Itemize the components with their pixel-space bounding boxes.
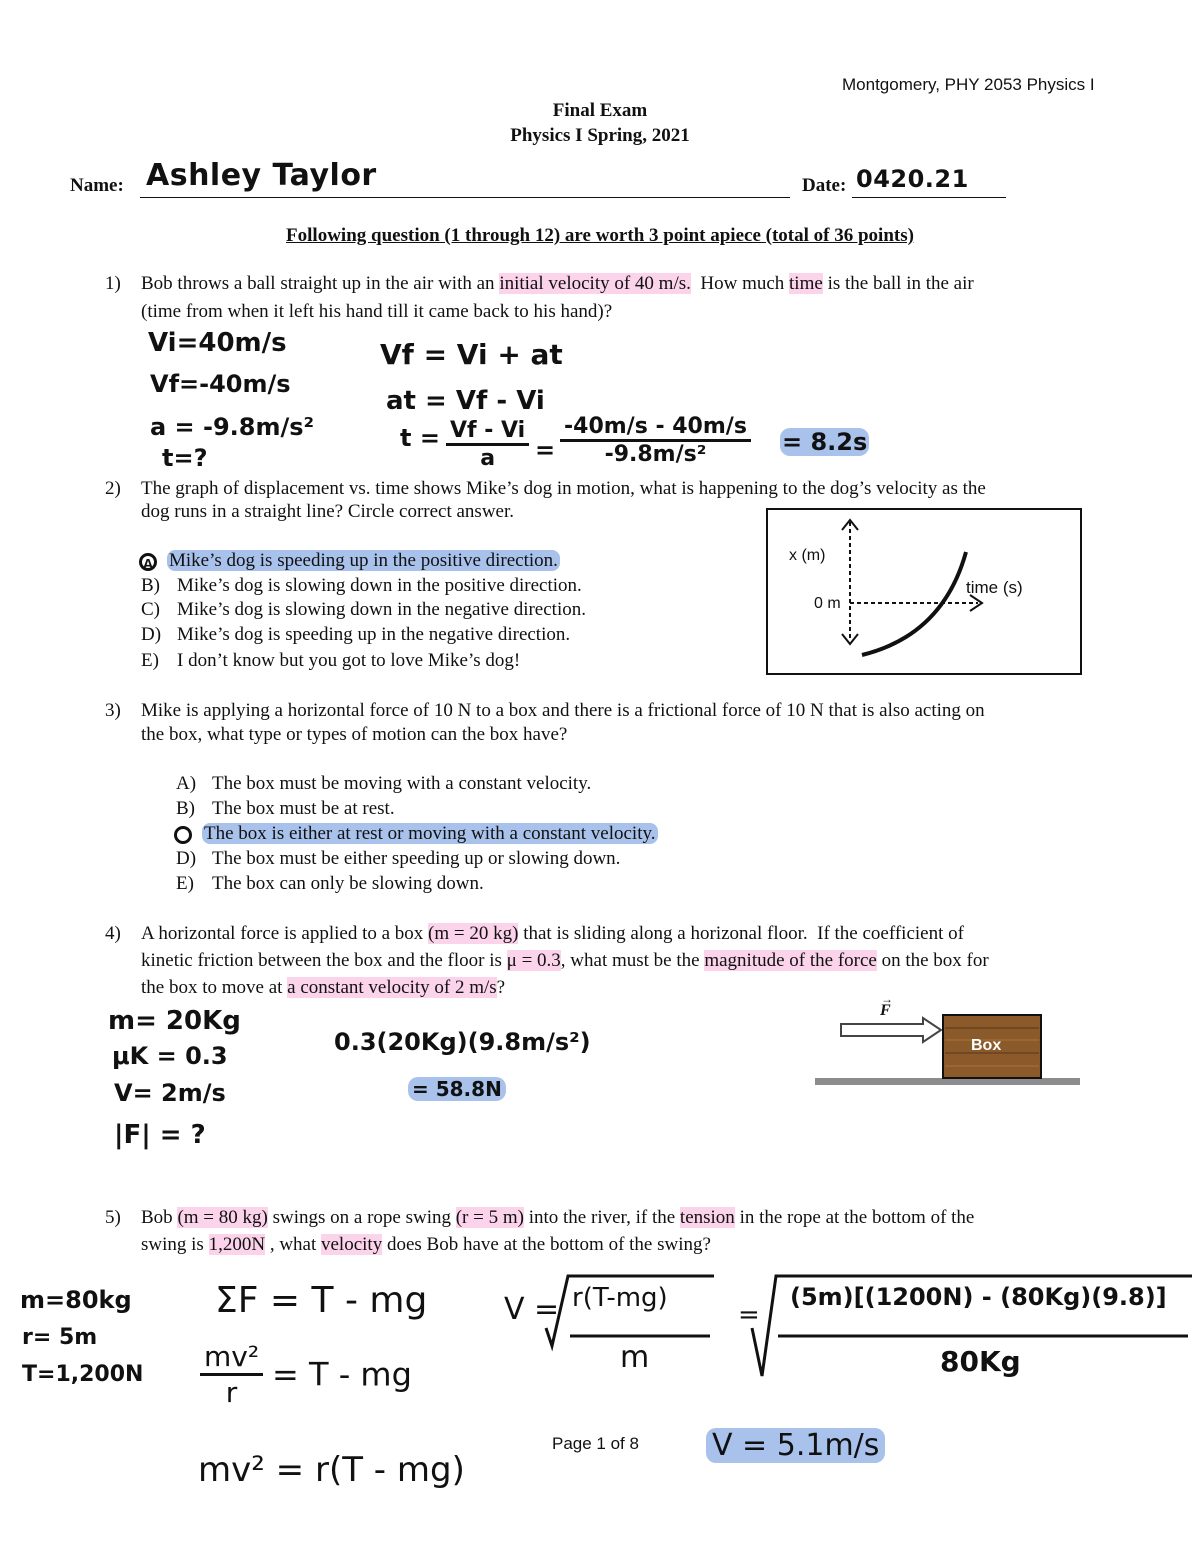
q5-text-line1 bbox=[105, 1207, 974, 1229]
q4-force-vector-mark: → bbox=[881, 992, 893, 1006]
q5-work-r: r= 5m bbox=[22, 1325, 98, 1350]
q1-work-eq3-frac2 bbox=[560, 414, 751, 467]
q5-work-eq2 bbox=[200, 1340, 412, 1409]
q2-option-b[interactable] bbox=[141, 575, 582, 597]
q2-line1: The graph of displacement vs. time shows Mike’s dog in motion, what is happening to the dog’s velocity as the bbox=[141, 478, 986, 499]
q2-option-e-letter: E) bbox=[141, 650, 159, 671]
q3-option-e-letter: E) bbox=[176, 873, 194, 894]
q5-eq2-den: r bbox=[225, 1376, 238, 1409]
q2-text-line1 bbox=[105, 478, 986, 500]
q3-option-d[interactable] bbox=[176, 848, 620, 870]
q4-figure-svg bbox=[815, 996, 1083, 1090]
q2-option-d-text: Mike’s dog is speeding up in the negative direction. bbox=[177, 624, 571, 645]
q3-option-d-text: The box must be either speeding up or slowing down. bbox=[212, 848, 621, 869]
date-label: Date: bbox=[802, 175, 847, 196]
q2-option-a-text: Mike’s dog is speeding up in the positive direction. bbox=[169, 550, 558, 571]
q5-l2c: does Bob have at the bottom of the swing? bbox=[382, 1234, 711, 1255]
q2-y-label: x (m) bbox=[789, 547, 826, 564]
q3-line1: Mike is applying a horizontal force of 10 N to a box and there is a frictional force of 10 N that is also acting on bbox=[141, 700, 985, 721]
q5-highlight-mass: (m = 80 kg) bbox=[177, 1207, 268, 1228]
q4-work-mu: μK = 0.3 bbox=[112, 1042, 228, 1070]
q5-highlight-tension: tension bbox=[679, 1207, 735, 1228]
q4-work-v: V= 2m/s bbox=[114, 1079, 226, 1107]
name-underline bbox=[140, 197, 790, 198]
q3-option-b-letter: B) bbox=[176, 798, 195, 819]
q5-eq2-num: mv² bbox=[200, 1340, 263, 1376]
q4-l3a: the box to move at bbox=[141, 977, 288, 998]
q4-answer-text: = 58.8N bbox=[408, 1077, 506, 1101]
q5-text-line2 bbox=[141, 1234, 711, 1256]
q1-work-a: a = -9.8m/s² bbox=[150, 413, 315, 441]
q3-text-line2: the box, what type or types of motion can the box have? bbox=[141, 724, 568, 745]
q3-option-c-text: The box is either at rest or moving with a constant velocity. bbox=[204, 823, 656, 844]
q5-l1b: swings on a rope swing bbox=[267, 1207, 456, 1228]
q3-option-c-circle bbox=[174, 826, 192, 844]
q5-l1c: into the river, if the bbox=[523, 1207, 680, 1228]
q5-sub-num: (5m)[(1200N) - (80Kg)(9.8)] bbox=[790, 1283, 1167, 1311]
q2-x-label: time (s) bbox=[966, 578, 1023, 597]
q2-number: 2) bbox=[105, 478, 121, 499]
q2-option-d[interactable] bbox=[141, 624, 570, 646]
q2-graph bbox=[766, 508, 1082, 675]
q1-work-eq1: Vf = Vi + at bbox=[380, 338, 563, 371]
q3-option-d-letter: D) bbox=[176, 848, 197, 869]
q4-highlight-mass: (m = 20 kg) bbox=[428, 923, 519, 944]
q5-highlight-velocity: velocity bbox=[321, 1234, 383, 1255]
q2-option-d-letter: D) bbox=[141, 624, 162, 645]
q5-highlight-radius: (r = 5 m) bbox=[455, 1207, 524, 1228]
q1-answer bbox=[780, 428, 869, 456]
q4-text-line3 bbox=[141, 977, 505, 999]
q4-figure bbox=[815, 992, 1083, 1090]
q5-answer bbox=[706, 1428, 885, 1463]
q2-option-a[interactable] bbox=[141, 550, 560, 572]
q1-number: 1) bbox=[105, 273, 121, 294]
q1-highlight-time: time bbox=[789, 273, 823, 294]
q3-number: 3) bbox=[105, 700, 121, 721]
q3-text-line1 bbox=[105, 700, 985, 722]
q1-work-vi: Vi=40m/s bbox=[148, 328, 287, 358]
q4-floor bbox=[815, 1078, 1080, 1085]
q2-option-c[interactable] bbox=[141, 599, 586, 621]
name-label: Name: bbox=[70, 175, 124, 196]
q5-v-den: m bbox=[620, 1340, 650, 1375]
q4-answer bbox=[408, 1077, 506, 1101]
q4-l1b: that is sliding along a horizonal floor. If the coefficient of bbox=[518, 923, 964, 944]
q4-box-label: Box bbox=[971, 1037, 1002, 1054]
q4-highlight-magnitude: magnitude of the force bbox=[704, 950, 877, 971]
q1-text-b: How much bbox=[690, 273, 790, 294]
exam-subtitle: Physics I Spring, 2021 bbox=[510, 125, 690, 146]
q1-frac2-den: -9.8m/s² bbox=[604, 442, 707, 467]
page-number: Page 1 of 8 bbox=[552, 1434, 639, 1453]
q4-l3b: ? bbox=[496, 977, 506, 998]
q3-option-a-letter: A) bbox=[176, 773, 197, 794]
q3-option-b-text: The box must be at rest. bbox=[212, 798, 395, 819]
q1-frac-num: Vf - Vi bbox=[446, 418, 529, 446]
q5-l2b: , what bbox=[265, 1234, 321, 1255]
q3-option-a[interactable] bbox=[176, 773, 591, 795]
q5-l2a: swing is bbox=[141, 1234, 209, 1255]
q2-option-c-letter: C) bbox=[141, 599, 160, 620]
q4-force-label: F bbox=[880, 1002, 891, 1019]
q4-l2a: kinetic friction between the box and the floor is bbox=[141, 950, 507, 971]
q2-option-a-circle: A bbox=[139, 553, 157, 571]
date-underline bbox=[852, 197, 1006, 198]
q1-work-eq3-eq: = bbox=[535, 436, 556, 464]
q5-work-eq3: mv² = r(T - mg) bbox=[198, 1450, 465, 1490]
q5-eq2-rhs: = T - mg bbox=[271, 1355, 412, 1394]
q1-text-a: Bob throws a ball straight up in the air with an bbox=[141, 273, 500, 294]
q5-v-num: r(T-mg) bbox=[572, 1283, 668, 1313]
q1-highlight-velocity: initial velocity of 40 m/s. bbox=[499, 273, 691, 294]
q5-work-eq1: ΣF = T - mg bbox=[215, 1280, 428, 1321]
q2-text-line2: dog runs in a straight line? Circle correct answer. bbox=[141, 501, 515, 522]
q2-option-e-text: I don’t know but you got to love Mike’s dog! bbox=[177, 650, 521, 671]
q4-work-calc: 0.3(20Kg)(9.8m/s²) bbox=[334, 1028, 591, 1056]
q1-text-c: is the ball in the air bbox=[822, 273, 974, 294]
q5-highlight-tension-value: 1,200N bbox=[208, 1234, 266, 1255]
q5-number: 5) bbox=[105, 1207, 121, 1228]
q2-graph-svg bbox=[768, 510, 1080, 673]
name-field[interactable]: Ashley Taylor bbox=[146, 158, 377, 193]
q4-l1a: A horizontal force is applied to a box bbox=[141, 923, 429, 944]
q4-work-m: m= 20Kg bbox=[108, 1006, 241, 1036]
q5-work-m: m=80kg bbox=[20, 1286, 132, 1314]
q4-l2b: , what must be the bbox=[560, 950, 705, 971]
q1-answer-text: = 8.2s bbox=[782, 428, 868, 456]
q3-option-a-text: The box must be moving with a constant velocity. bbox=[212, 773, 592, 794]
q2-option-e[interactable] bbox=[141, 650, 520, 672]
q5-answer-text: V = 5.1m/s bbox=[706, 1428, 885, 1463]
q2-option-b-text: Mike’s dog is slowing down in the positive direction. bbox=[177, 575, 582, 596]
q1-frac2-num: -40m/s - 40m/s bbox=[560, 414, 751, 442]
instructions: Following question (1 through 12) are worth 3 point apiece (total of 36 points) bbox=[286, 225, 914, 246]
q5-work-t: T=1,200N bbox=[22, 1362, 144, 1387]
course-header: Montgomery, PHY 2053 Physics I bbox=[842, 75, 1095, 94]
q5-l1a: Bob bbox=[141, 1207, 178, 1228]
q5-sub-den: 80Kg bbox=[940, 1345, 1021, 1378]
exam-title: Final Exam bbox=[552, 100, 648, 121]
q5-eq-sign: = bbox=[738, 1300, 760, 1330]
q4-text-line2 bbox=[141, 950, 989, 972]
q1-text-line1 bbox=[105, 273, 974, 295]
date-field[interactable]: 0420.21 bbox=[856, 165, 969, 193]
q3-option-e-text: The box can only be slowing down. bbox=[212, 873, 484, 894]
q1-work-vf: Vf=-40m/s bbox=[150, 370, 291, 398]
q5-work-v-lhs: V = bbox=[504, 1292, 560, 1327]
q3-option-b[interactable] bbox=[176, 798, 395, 820]
q1-work-eq2: at = Vf - Vi bbox=[386, 386, 545, 416]
q5-l1d: in the rope at the bottom of the bbox=[734, 1207, 975, 1228]
q4-number: 4) bbox=[105, 923, 121, 944]
q3-option-e[interactable] bbox=[176, 873, 484, 895]
q1-work-eq3-frac bbox=[446, 418, 529, 471]
q4-text-line1 bbox=[105, 923, 964, 945]
q4-l2c: on the box for bbox=[876, 950, 989, 971]
q1-work-eq3-lhs: t = bbox=[400, 424, 440, 452]
q1-text-line2: (time from when it left his hand till it came back to his hand)? bbox=[141, 301, 613, 322]
q3-option-c[interactable] bbox=[176, 823, 658, 845]
q4-highlight-velocity: a constant velocity of 2 m/s bbox=[287, 977, 497, 998]
q2-option-c-text: Mike’s dog is slowing down in the negative direction. bbox=[177, 599, 586, 620]
q1-frac-den: a bbox=[480, 446, 496, 471]
q4-work-f: |F| = ? bbox=[114, 1120, 206, 1150]
q2-option-b-letter: B) bbox=[141, 575, 160, 596]
q4-force-arrow bbox=[841, 1018, 941, 1042]
q4-highlight-mu: μ = 0.3 bbox=[506, 950, 561, 971]
q1-work-t: t=? bbox=[162, 444, 208, 472]
q2-origin-label: 0 m bbox=[814, 595, 841, 612]
